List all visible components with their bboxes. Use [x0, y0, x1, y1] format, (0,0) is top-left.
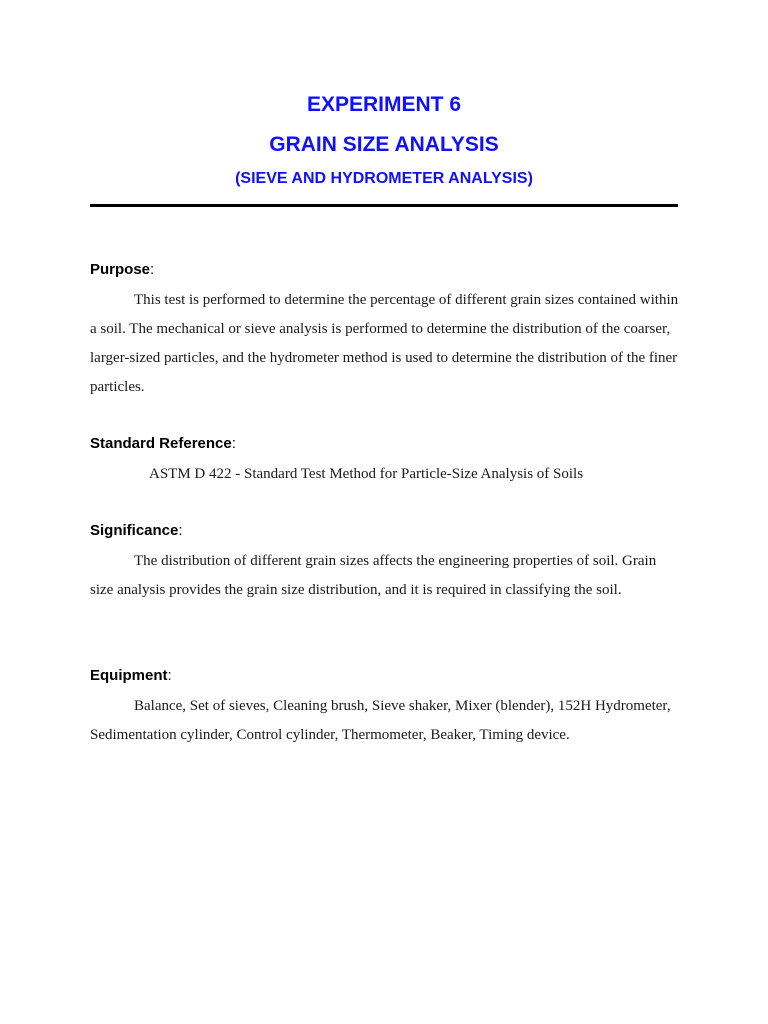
- equipment-text: Balance, Set of sieves, Cleaning brush, Sieve shaker, Mixer (blender), 152H Hydrometer, Sedimentation cylinder, Control cylinder, Thermometer, Beaker, Timing device.: [90, 698, 671, 743]
- standard-reference-heading-label: Standard Reference: [90, 435, 232, 452]
- title-divider: [90, 204, 678, 207]
- significance-heading-colon: :: [178, 522, 183, 539]
- standard-reference-heading: [90, 434, 680, 454]
- equipment-heading-label: Equipment: [90, 667, 168, 684]
- purpose-text: This test is performed to determine the percentage of different grain sizes contained within a soil. The mechanical or sieve analysis is performed to determine the distribution of the coarser, larger-sized particles, and the hydrometer method is used to determine the distribution of the finer particles.: [90, 292, 679, 395]
- equipment-heading-colon: :: [167, 667, 172, 684]
- equipment-heading: [90, 666, 680, 686]
- purpose-section: [90, 260, 680, 402]
- significance-heading-label: Significance: [90, 522, 179, 539]
- standard-reference-text: ASTM D 422 - Standard Test Method for Particle-Size Analysis of Soils: [149, 466, 584, 482]
- significance-text: The distribution of different grain sizes affects the engineering properties of soil. Grain size analysis provides the grain size distribution, and it is required in classifying the soil.: [90, 553, 657, 598]
- standard-reference-section: [90, 434, 680, 489]
- purpose-heading-colon: :: [150, 261, 155, 278]
- equipment-section: [90, 666, 680, 750]
- standard-reference-heading-colon: :: [231, 435, 236, 452]
- significance-section: [90, 521, 680, 605]
- title-block: [0, 90, 768, 190]
- experiment-number-title: EXPERIMENT 6: [306, 93, 462, 116]
- significance-heading: [90, 521, 680, 541]
- experiment-subtitle: (SIEVE AND HYDROMETER ANALYSIS): [235, 170, 533, 187]
- purpose-heading-label: Purpose: [90, 261, 151, 278]
- purpose-heading: [90, 260, 680, 280]
- experiment-name-title: GRAIN SIZE ANALYSIS: [269, 133, 499, 156]
